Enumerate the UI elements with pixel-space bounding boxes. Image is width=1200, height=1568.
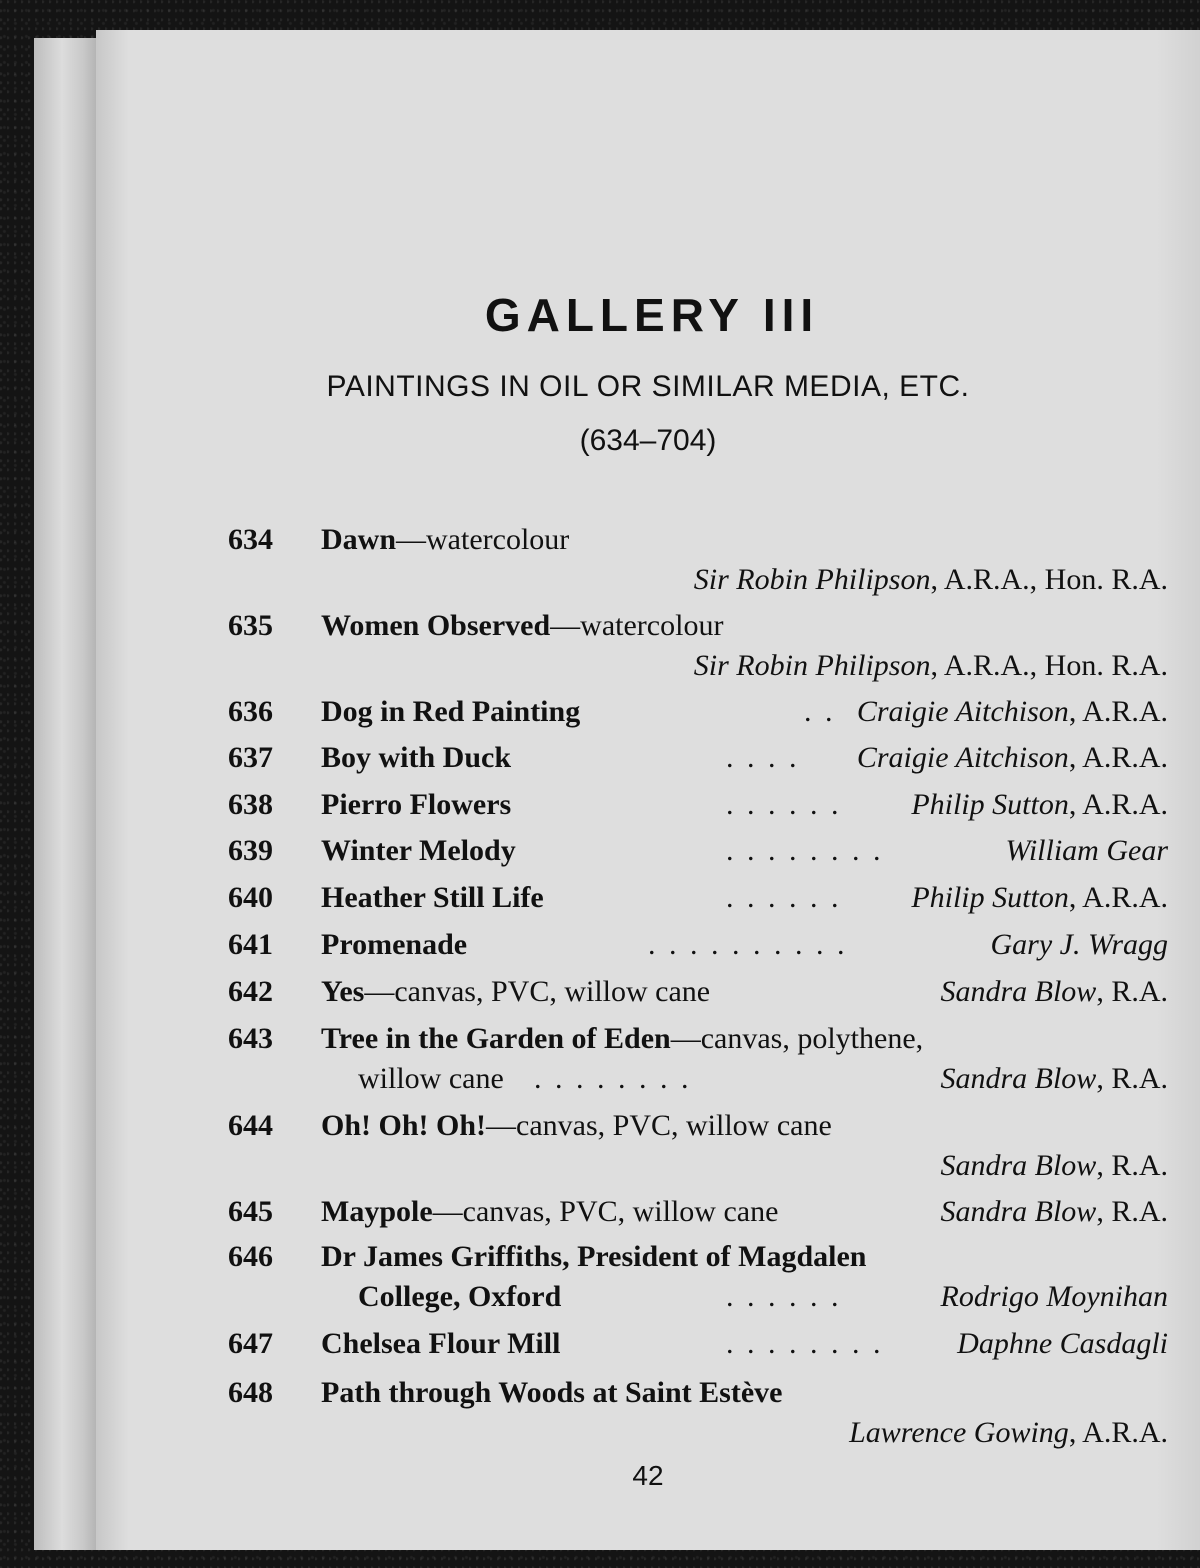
entry-artist: Sandra Blow, R.A. (940, 1062, 1168, 1095)
entry-643 (228, 1019, 1168, 1099)
entry-number: 639 (228, 834, 273, 867)
entry-artist: Craigie Aitchison, A.R.A. (856, 695, 1168, 728)
entry-title: Dr James Griffiths, President of Magdalen (321, 1240, 867, 1273)
entry-645 (228, 1192, 1168, 1232)
entry-continuation: willow cane (358, 1062, 504, 1095)
entry-title: Path through Woods at Saint Estève (321, 1376, 783, 1409)
entry-number: 638 (228, 788, 273, 821)
entry-medium: —canvas, PVC, willow cane (432, 1195, 779, 1228)
entry-634 (228, 520, 1168, 600)
leader-dots: . . . . . . . . . . (648, 928, 848, 961)
leader-dots: . . (804, 695, 836, 728)
entry-medium: —watercolour (550, 609, 724, 642)
leader-dots: . . . . (726, 741, 800, 774)
entry-medium: —canvas, PVC, willow cane (486, 1109, 832, 1142)
entry-title: Pierro Flowers (321, 788, 512, 821)
entry-638 (228, 785, 1168, 825)
leader-dots: . . . . . . . . (726, 834, 884, 867)
leader-dots: . . . . . . . . (726, 1327, 884, 1360)
gallery-title: GALLERY III (484, 289, 820, 341)
entry-list (96, 30, 1200, 1550)
entry-number: 636 (228, 695, 273, 728)
entry-number: 641 (228, 928, 273, 961)
entry-artist: Sir Robin Philipson, A.R.A., Hon. R.A. (693, 563, 1168, 596)
entry-title: Heather Still Life (321, 881, 544, 914)
entry-number: 635 (228, 609, 273, 642)
entry-artist: William Gear (1005, 834, 1168, 867)
entry-636 (228, 692, 1168, 732)
entry-title: Yes (321, 975, 365, 1008)
leader-dots: . . . . . . (726, 1280, 842, 1313)
entry-number: 640 (228, 881, 273, 914)
book-page (96, 30, 1200, 1550)
entry-title: Promenade (321, 928, 468, 961)
entry-number: 637 (228, 741, 273, 774)
leader-dots: . . . . . . . . (534, 1062, 692, 1095)
entry-635 (228, 606, 1168, 686)
entry-number: 642 (228, 975, 273, 1008)
entry-number: 634 (228, 523, 273, 556)
entry-646 (228, 1237, 1168, 1317)
entry-640 (228, 878, 1168, 918)
entry-637 (228, 738, 1168, 778)
entry-number: 645 (228, 1195, 273, 1228)
entry-number: 648 (228, 1376, 273, 1409)
entry-title: Dawn (321, 523, 397, 556)
entry-641 (228, 925, 1168, 965)
entry-medium: —watercolour (396, 523, 570, 556)
entry-medium: —canvas, PVC, willow cane (364, 975, 711, 1008)
entry-title: Tree in the Garden of Eden (321, 1022, 671, 1055)
entry-artist: Rodrigo Moynihan (940, 1280, 1168, 1313)
entry-639 (228, 831, 1168, 871)
entry-648 (228, 1373, 1168, 1453)
page-stack-edge (34, 38, 104, 1550)
entry-artist: Sandra Blow, R.A. (940, 1195, 1168, 1228)
entry-artist: Gary J. Wragg (990, 928, 1168, 961)
entry-artist: Daphne Casdagli (957, 1327, 1168, 1360)
entry-artist: Craigie Aitchison, A.R.A. (856, 741, 1168, 774)
entry-artist: Philip Sutton, A.R.A. (911, 881, 1168, 914)
leader-dots: . . . . . . (726, 881, 842, 914)
entry-artist: Lawrence Gowing, A.R.A. (849, 1416, 1168, 1449)
page-number: 42 (632, 1460, 664, 1491)
leader-dots: . . . . . . (726, 788, 842, 821)
entry-number: 644 (228, 1109, 273, 1142)
entry-medium: —canvas, polythene, (670, 1022, 924, 1055)
entry-title: Oh! Oh! Oh! (321, 1109, 487, 1142)
entry-title: Boy with Duck (321, 741, 512, 774)
entry-644 (228, 1106, 1168, 1186)
entry-title: Winter Melody (321, 834, 516, 867)
entry-title: Dog in Red Painting (321, 695, 581, 728)
entry-artist: Sir Robin Philipson, A.R.A., Hon. R.A. (693, 649, 1168, 682)
entry-artist: Sandra Blow, R.A. (940, 975, 1168, 1008)
entry-title: Women Observed (321, 609, 551, 642)
entry-number: 646 (228, 1240, 273, 1273)
entry-title: Maypole (321, 1195, 433, 1228)
entry-642 (228, 972, 1168, 1012)
entry-artist: Sandra Blow, R.A. (940, 1149, 1168, 1182)
entry-number: 643 (228, 1022, 273, 1055)
entry-number: 647 (228, 1327, 273, 1360)
entry-continuation: College, Oxford (358, 1280, 562, 1313)
catalogue-range: (634–704) (579, 424, 717, 457)
entry-647 (228, 1324, 1168, 1364)
entry-title: Chelsea Flour Mill (321, 1327, 561, 1360)
gallery-subtitle: PAINTINGS IN OIL OR SIMILAR MEDIA, ETC. (326, 370, 970, 403)
entry-artist: Philip Sutton, A.R.A. (911, 788, 1168, 821)
